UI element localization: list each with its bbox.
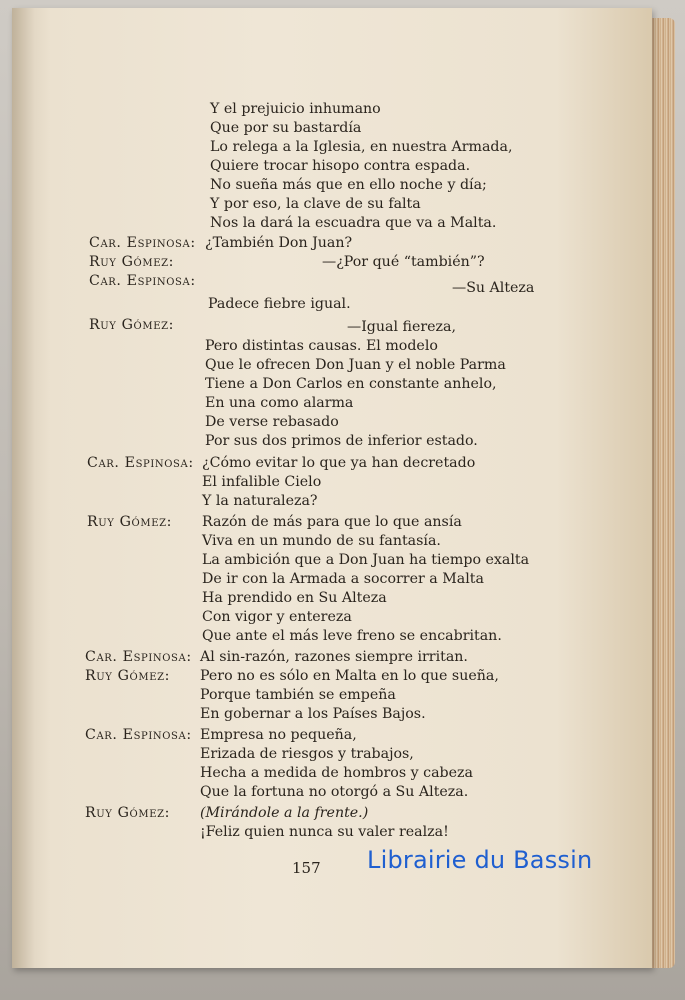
page-number: 157 (292, 859, 321, 877)
verse-line: Que le ofrecen Don Juan y el noble Parma (205, 357, 506, 373)
verse-line: Y la naturaleza? (202, 493, 318, 509)
verse-line: Pero distintas causas. El modelo (205, 338, 438, 354)
verse-line: Y por eso, la clave de su falta (210, 196, 421, 212)
verse-line: En gobernar a los Países Bajos. (200, 706, 426, 722)
verse-line: Pero no es sólo en Malta en lo que sueña, (200, 668, 499, 684)
speaker-label: Ruy Gómez: (85, 805, 171, 821)
speaker-label: Ruy Gómez: (89, 254, 175, 270)
verse-line: Padece fiebre igual. (208, 296, 351, 312)
verse-line: Que la fortuna no otorgó a Su Alteza. (200, 784, 469, 800)
verse-line: Quiere trocar hisopo contra espada. (210, 158, 471, 174)
verse-line: —¿Por qué “también”? (322, 254, 485, 270)
play-text (12, 8, 652, 968)
speaker-label: Ruy Gómez: (85, 668, 171, 684)
verse-line: Porque también se empeña (200, 687, 396, 703)
stage-direction: (Mirándole a la frente.) (200, 805, 369, 821)
verse-line: De verse rebasado (205, 414, 339, 430)
verse-line: De ir con la Armada a socorrer a Malta (202, 571, 484, 587)
speaker-label: Car. Espinosa: (85, 727, 192, 743)
speaker-label: Car. Espinosa: (85, 649, 192, 665)
verse-line: Lo relega a la Iglesia, en nuestra Armada, (210, 139, 513, 155)
verse-line: Empresa no pequeña, (200, 727, 357, 743)
verse-line: Viva en un mundo de su fantasía. (202, 533, 441, 549)
verse-line: Nos la dará la escuadra que va a Malta. (210, 215, 497, 231)
verse-line: Que por su bastardía (210, 120, 362, 136)
speaker-label: Car. Espinosa: (89, 235, 196, 251)
verse-line: Que ante el más leve freno se encabritan. (202, 628, 502, 644)
verse-line: —Igual fiereza, (347, 319, 456, 335)
verse-line: La ambición que a Don Juan ha tiempo exalta (202, 552, 530, 568)
verse-line: Erizada de riesgos y trabajos, (200, 746, 414, 762)
verse-line: Con vigor y entereza (202, 609, 352, 625)
verse-line: ¿También Don Juan? (205, 235, 353, 251)
verse-line: El infalible Cielo (202, 474, 322, 490)
verse-line: —Su Alteza (452, 280, 535, 296)
speaker-label: Ruy Gómez: (89, 317, 175, 333)
watermark: Librairie du Bassin (367, 846, 593, 874)
speaker-label: Car. Espinosa: (89, 273, 196, 289)
speaker-label: Ruy Gómez: (87, 514, 173, 530)
book-page (12, 8, 652, 968)
verse-line: Al sin-razón, razones siempre irritan. (200, 649, 468, 665)
speaker-label: Car. Espinosa: (87, 455, 194, 471)
verse-line: No sueña más que en ello noche y día; (210, 177, 487, 193)
verse-line: En una como alarma (205, 395, 354, 411)
verse-line: Tiene a Don Carlos en constante anhelo, (205, 376, 497, 392)
verse-line: ¿Cómo evitar lo que ya han decretado (202, 455, 476, 471)
verse-line: Razón de más para que lo que ansía (202, 514, 462, 530)
verse-line: ¡Feliz quien nunca su valer realza! (200, 824, 449, 840)
verse-line: Por sus dos primos de inferior estado. (205, 433, 478, 449)
verse-line: Hecha a medida de hombros y cabeza (200, 765, 473, 781)
verse-line: Ha prendido en Su Alteza (202, 590, 387, 606)
verse-line: Y el prejuicio inhumano (210, 101, 381, 117)
